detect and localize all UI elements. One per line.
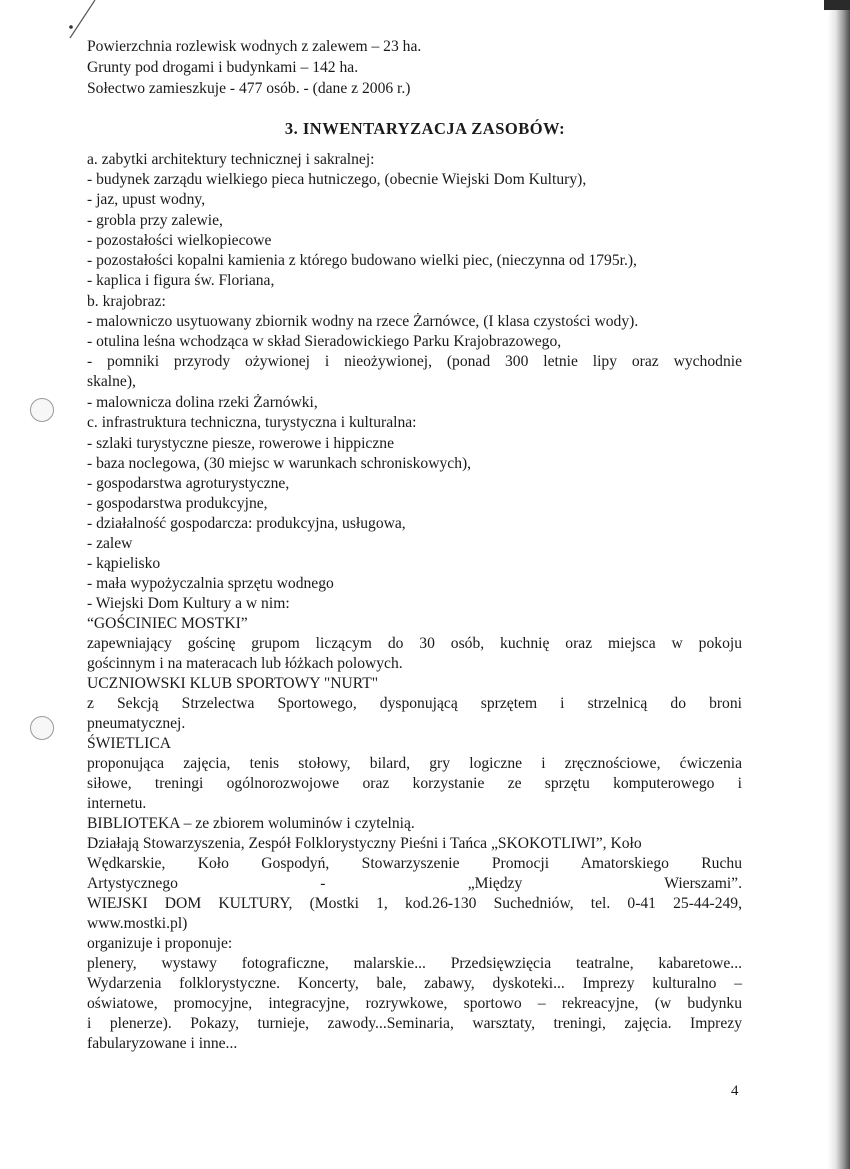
population-text: Sołectwo zamieszkuje - 477 osób. - (dane z 2006 r.) xyxy=(87,80,411,97)
body-line: zapewniający gościnę grupom liczącym do 30 osób, kuchnię oraz miejsca w pokoju xyxy=(87,635,742,652)
body-line: Artystycznego - „Między Wierszami”. xyxy=(87,875,742,892)
body-line: - baza noclegowa, (30 miejsc w warunkach schroniskowych), xyxy=(87,455,472,472)
body-line: plenery, wystawy fotograficzne, malarskie... Przedsięwzięcia teatralne, kabaretowe... xyxy=(87,955,742,972)
subsection-title: UCZNIOWSKI KLUB SPORTOWY "NURT" xyxy=(87,675,379,692)
punch-hole-icon xyxy=(30,398,54,422)
body-line: - gospodarstwa produkcyjne, xyxy=(87,495,268,512)
body-line: skalne), xyxy=(87,373,136,390)
body-line: - malownicza dolina rzeki Żarnówki, xyxy=(87,394,318,411)
body-line: - pozostałości wielkopiecowe xyxy=(87,232,272,249)
body-line: a. zabytki architektury technicznej i sakralnej: xyxy=(87,151,375,168)
body-line: Działają Stowarzyszenia, Zespół Folklorystyczny Pieśni i Tańca „SKOKOTLIWI”, Koło xyxy=(87,835,642,852)
body-line: siłowe, treningi ogólnorozwojowe oraz korzystanie ze sprzętu komputerowego i xyxy=(87,775,742,792)
body-line: - gospodarstwa agroturystyczne, xyxy=(87,475,290,492)
body-line: c. infrastruktura techniczna, turystyczna i kulturalna: xyxy=(87,414,417,431)
body-line: fabularyzowane i inne... xyxy=(87,1035,238,1052)
body-line: - jaz, upust wodny, xyxy=(87,191,206,208)
body-line: WIEJSKI DOM KULTURY, (Mostki 1, kod.26-130 Suchedniów, tel. 0-41 25-44-249, xyxy=(87,895,742,912)
subsection-title: “GOŚCINIEC MOSTKI” xyxy=(87,615,248,632)
body-line: - pozostałości kopalni kamienia z którego budowano wielki piec, (nieczynna od 1795r.), xyxy=(87,252,637,269)
body-line: - grobla przy zalewie, xyxy=(87,212,223,229)
body-line: - Wiejski Dom Kultury a w nim: xyxy=(87,595,290,612)
body-line: - zalew xyxy=(87,535,133,552)
subsection-title: ŚWIETLICA xyxy=(87,735,172,752)
body-line: - kaplica i figura św. Floriana, xyxy=(87,272,275,289)
body-line: b. krajobraz: xyxy=(87,293,166,310)
body-line: Wędkarskie, Koło Gospodyń, Stowarzyszenie Promocji Amatorskiego Ruchu xyxy=(87,855,742,872)
body-line: z Sekcją Strzelectwa Sportowego, dysponującą sprzętem i strzelnicą do broni xyxy=(87,695,742,712)
body-line: organizuje i proponuje: xyxy=(87,935,233,952)
body-line: - otulina leśna wchodząca w skład Sieradowickiego Parku Krajobrazowego, xyxy=(87,333,562,350)
body-line: - mała wypożyczalnia sprzętu wodnego xyxy=(87,575,334,592)
body-line: www.mostki.pl) xyxy=(87,915,188,932)
scan-corner-dark xyxy=(824,0,850,10)
body-line: - pomniki przyrody ożywionej i nieożywionej, (ponad 300 letnie lipy oraz wychodnie xyxy=(87,353,742,370)
body-line: oświatowe, promocyjne, integracyjne, rozrywkowe, sportowo – rekreacyjne, (w budynku xyxy=(87,995,742,1012)
body-line: - szlaki turystyczne piesze, rowerowe i hippiczne xyxy=(87,435,394,452)
scan-edge-shadow xyxy=(828,0,850,1169)
punch-hole-icon xyxy=(30,716,54,740)
body-line: pneumatycznej. xyxy=(87,715,186,732)
page-number: 4 xyxy=(731,1083,739,1099)
body-line: - malowniczo usytuowany zbiornik wodny na rzece Żarnówce, (I klasa czystości wody). xyxy=(87,313,639,330)
section-heading: 3. INWENTARYZACJA ZASOBÓW: xyxy=(284,119,566,138)
area-roads-text: Grunty pod drogami i budynkami – 142 ha. xyxy=(87,59,359,76)
body-line: - działalność gospodarcza: produkcyjna, usługowa, xyxy=(87,515,406,532)
body-line: i plenerze). Pokazy, turnieje, zawody...Seminaria, warsztaty, treningi, zajęcia. Imprezy xyxy=(87,1015,742,1032)
body-line: Wydarzenia folklorystyczne. Koncerty, bale, zabawy, dyskoteki... Imprezy kulturalno – xyxy=(87,975,742,992)
body-line: proponująca zajęcia, tenis stołowy, bilard, gry logiczne i zręcznościowe, ćwiczenia xyxy=(87,755,742,772)
subsection-title: BIBLIOTEKA – ze zbiorem woluminów i czytelnią. xyxy=(87,815,415,832)
body-line: gościnnym i na materacach lub łóżkach polowych. xyxy=(87,655,403,672)
area-flood-text: Powierzchnia rozlewisk wodnych z zalewem – 23 ha. xyxy=(87,38,422,55)
body-line: - kąpielisko xyxy=(87,555,161,572)
body-line: internetu. xyxy=(87,795,147,812)
body-line: - budynek zarządu wielkiego pieca hutniczego, (obecnie Wiejski Dom Kultury), xyxy=(87,171,587,188)
